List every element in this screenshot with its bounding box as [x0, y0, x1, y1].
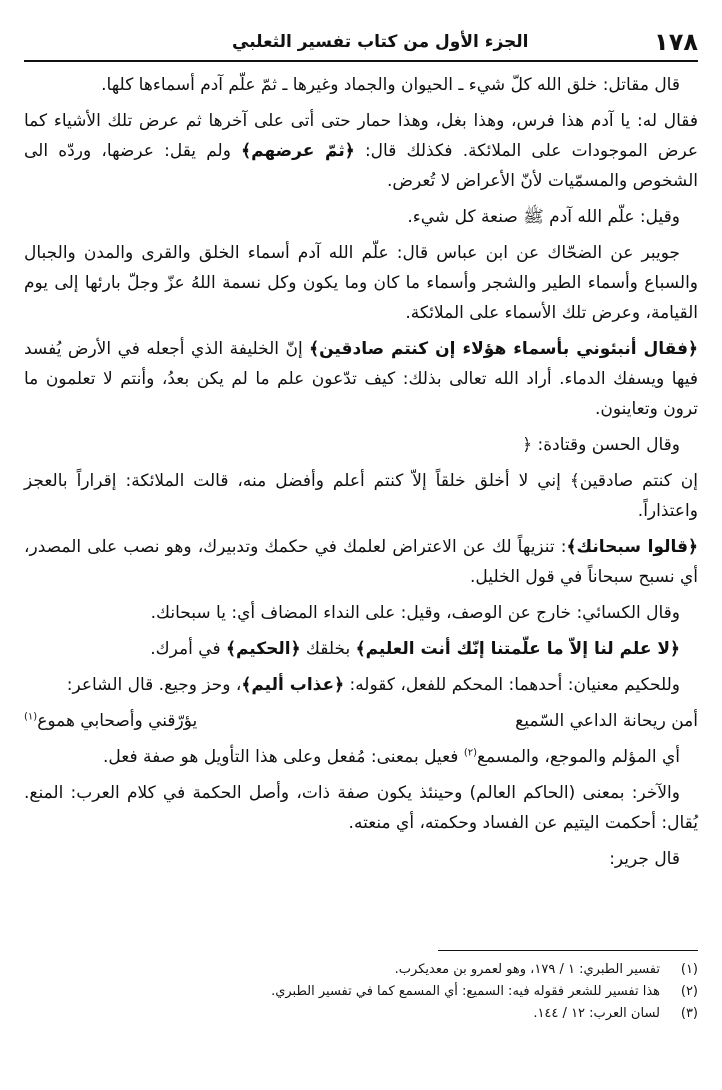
footnote-number: (١) — [680, 962, 698, 977]
quran-quote: ﴿فقال أنبئوني بأسماء هؤلاء إن كنتم صادقين﴾ — [309, 339, 698, 359]
paragraph-9: وقال الكسائي: خارج عن الوصف، وقيل: على النداء المضاف أي: يا سبحانك. — [150, 603, 680, 623]
page-number: ١٧٨ — [654, 28, 698, 56]
paragraph-1: قال مقاتل: خلق الله كلّ شيء ـ الحيوان والجماد وغيرها ـ ثمّ علّم آدم أسماءها كلها. — [101, 75, 680, 95]
paragraph-13: والآخر: بمعنى (الحاكم العالم) وحينئذ يكون صفة ذات، وأصل الحكمة في كلام العرب: المنع. يُقال: أحكمت اليتيم عن الفساد وحكمته، أي منعته. — [24, 783, 698, 833]
verse-second-hemistich — [24, 706, 197, 736]
verse-second-hemistich-text: يؤرّقني وأصحابي هموع — [37, 711, 198, 731]
paragraph-12 — [24, 742, 698, 772]
page-body — [24, 70, 698, 880]
paragraph-10 — [24, 634, 698, 664]
paragraph-7: إن كنتم صادقين﴾ إني لا أخلق خلقاً إلاّ كنتم أعلم وأفضل منه، قالت الملائكة: إقراراً بالعجز واعتذاراً. — [24, 471, 698, 521]
verse-first-hemistich: أمن ريحانة الداعي السّميع — [515, 711, 698, 731]
quran-quote: ﴿الحكيم﴾ — [225, 639, 301, 659]
paragraph-10-text-a: بخلقك — [300, 639, 356, 659]
paragraph-11-text-a: وللحكيم معنيان: أحدهما: المحكم للفعل، كقوله: — [344, 675, 680, 695]
footnote-3 — [24, 1003, 698, 1025]
footnote-divider — [438, 950, 698, 951]
paragraph-10-text-b: في أمرك. — [150, 639, 226, 659]
paragraph-2-text-b: ولم يقل: عرضها، وردّه الى الشخوص والمسمّيات لأنّ الأعراض لا تُعرض. — [24, 141, 698, 191]
quran-quote: ﴿لا علم لنا إلاّ ما علّمتنا إنّك أنت العليم﴾ — [355, 639, 680, 659]
quran-quote: ﴿عذاب أليم﴾ — [241, 675, 345, 695]
paragraph-3: وقيل: علّم الله آدم ﷺ صنعة كل شيء. — [407, 207, 680, 227]
paragraph-11-text-b: ، وحز وجيع. قال الشاعر: — [66, 675, 242, 695]
footnote-ref: (٢) — [463, 747, 477, 759]
paragraph-6: وقال الحسن وقتادة: ﴿ — [522, 435, 680, 455]
paragraph-12-text-b: فعيل بمعنى: مُفعل وعلى هذا التأويل هو صفة فعل. — [102, 747, 464, 767]
page-header — [24, 26, 698, 62]
paragraph-8 — [24, 532, 698, 592]
paragraph-5 — [24, 334, 698, 424]
paragraph-11 — [24, 670, 698, 700]
paragraph-5-text: إنّ الخليفة الذي أجعله في الأرض يُفسد فيها ويسفك الدماء. أراد الله تعالى بذلك: كيف تدّعون علم ما لم يكن بعدُ، وأنتم لا تعلمون ما ترون وتعاينون. — [24, 339, 698, 419]
paragraph-2 — [24, 106, 698, 196]
paragraph-12-text-a: أي المؤلم والموجع، والمسمع — [477, 747, 680, 767]
paragraph-8-text: : تنزيهاً لك عن الاعتراض لعلمك في حكمك وتدبيرك، وهو نصب على المصدر، أي نسبح سبحاناً في قول الخليل. — [24, 537, 698, 587]
paragraph-2-text-a: فقال له: يا آدم هذا فرس، وهذا بغل، وهذا حمار حتى أتى على آخرها ثم عرض تلك الأشياء كما عرض الموجودات على الملائكة. فكذلك قال: — [24, 111, 698, 161]
footnote-text: هذا تفسير للشعر فقوله فيه: السميع: أي المسمع كما في تفسير الطبري. — [271, 984, 660, 999]
footnote-1 — [24, 959, 698, 981]
quran-quote: ﴿ثمّ عرضهم﴾ — [241, 141, 355, 161]
running-title: الجزء الأول من كتاب تفسير الثعلبي — [232, 32, 529, 52]
footnotes — [24, 950, 698, 1025]
footnote-number: (٣) — [680, 1006, 698, 1021]
paragraph-14: قال جرير: — [609, 849, 680, 869]
footnote-number: (٢) — [680, 984, 698, 999]
paragraph-4: جويبر عن الضحّاك عن ابن عباس قال: علّم الله آدم أسماء الخلق والقرى والمدن والجبال والسباع وأسماء الطير والشجر وأسماء ما كان وما يكون وكل نسمة اللهُ عزّ وجلّ بارئها إلى يوم القيامة، وعرض تلك الأسماء على الملائكة. — [24, 243, 698, 323]
footnote-2 — [24, 981, 698, 1003]
quran-quote: ﴿قالوا سبحانك﴾ — [566, 537, 698, 557]
footnote-ref: (١) — [24, 711, 38, 723]
poetry-verse — [24, 706, 698, 736]
footnote-text: لسان العرب: ١٢ / ١٤٤. — [533, 1006, 660, 1021]
footnote-text: تفسير الطبري: ١ / ١٧٩، وهو لعمرو بن معديكرب. — [394, 962, 660, 977]
